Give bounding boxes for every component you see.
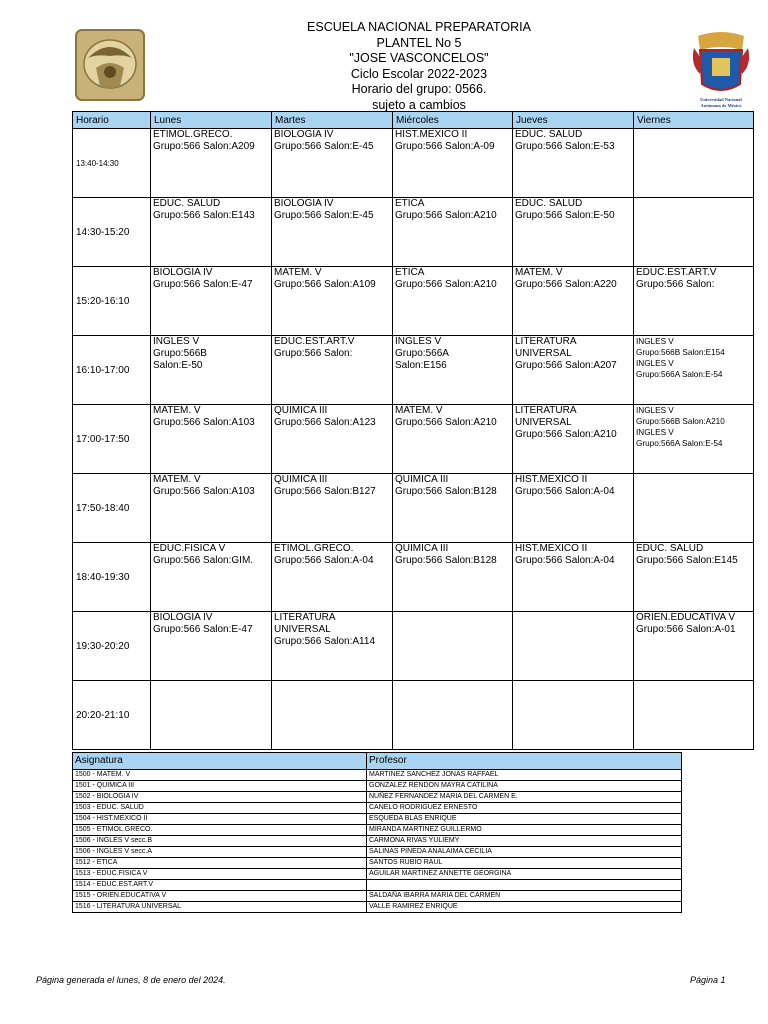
group-room-info: Grupo:566 Salon:A207 [515,360,617,371]
time-slot: 17:50-18:40 [73,474,151,543]
class-cell [513,129,634,198]
legend-subject: 1516 - LITERATURA UNIVERSAL [73,902,367,913]
school-year: Ciclo Escolar 2022-2023 [350,66,488,81]
schedule-row [73,336,754,405]
time-slot: 13:40-14:30 [73,129,151,198]
group-room-info: Grupo:566 Salon: [636,279,715,290]
generated-date: Página generada el lunes, 8 de enero del 2024. [36,975,226,985]
subject-name: HIST.MEXICO II [395,129,468,140]
subject-name: BIOLOGIA IV [153,267,213,278]
class-cell [151,336,272,405]
legend-subject: 1505 - ETIMOL.GRECO. [73,825,367,836]
class-cell [634,198,754,267]
legend-teacher: SANTOS RUBIO RAUL [367,858,682,869]
legend-row [73,836,682,847]
class-cell [151,612,272,681]
group-room-info: UNIVERSAL [515,417,572,428]
subject-name: EDUC.FISICA V [153,543,226,554]
legend-row [73,792,682,803]
class-cell [151,198,272,267]
class-cell [151,267,272,336]
subject-name: MATEM. V [515,267,563,278]
school-name: ESCUELA NACIONAL PREPARATORIA [307,20,531,34]
subject-name: INGLES V [153,336,200,347]
group-room-info: Grupo:566 Salon:E143 [153,210,255,221]
legend-row [73,880,682,891]
subject-name: MATEM. V [153,405,201,416]
legend-row [73,891,682,902]
class-cell [272,543,393,612]
group-room-info: Grupo:566 Salon:A103 [153,417,255,428]
class-cell [634,405,754,474]
group-room-info: Grupo:566 Salon:B127 [274,486,376,497]
legend-teacher: GONZALEZ RENDON MAYRA CATILINA [367,781,682,792]
subject-name: MATEM. V [153,474,201,485]
group-room-info: Grupo:566 Salon:E-47 [153,279,253,290]
group-room-info: Grupo:566 Salon:B128 [395,555,497,566]
subject-name: EDUC. SALUD [636,543,704,554]
class-cell [393,612,513,681]
subject-name: BIOLOGIA IV [153,612,213,623]
subject-name: QUIMICA III [395,543,449,554]
legend-teacher: SALINAS PINEDA ANALAIMA CECILIA [367,847,682,858]
group-room-info: Grupo:566B [153,348,207,359]
class-cell [513,267,634,336]
time-slot: 17:00-17:50 [73,405,151,474]
legend-row [73,902,682,913]
class-cell [513,543,634,612]
group-room-info: Grupo:566B Salon:A210 [636,417,725,426]
legend-teacher [367,880,682,891]
subject-name: EDUC. SALUD [515,198,583,209]
group-room-info: Grupo:566 Salon:B128 [395,486,497,497]
class-cell [634,612,754,681]
class-cell [513,336,634,405]
subject-name: INGLES V [395,336,442,347]
schedule-row [73,681,754,750]
legend-teacher: NUÑEZ FERNANDEZ MARIA DEL CARMEN E. [367,792,682,803]
legend-teacher: SALDAÑA IBARRA MARIA DEL CARMEN [367,891,682,902]
legend-row [73,781,682,792]
col-header-martes: Martes [272,112,393,129]
class-cell [272,681,393,750]
crest-caption-2: Autónoma de México [700,103,742,108]
legend-row [73,847,682,858]
class-cell [634,543,754,612]
schedule-row [73,267,754,336]
class-cell [272,129,393,198]
group-room-info: Grupo:566 Salon:A-04 [515,555,615,566]
class-cell [272,336,393,405]
subject-name: LITERATURA [515,336,577,347]
col-header-horario: Horario [73,112,151,129]
class-cell [272,474,393,543]
schedule-row [73,543,754,612]
group-room-info: Grupo:566 Salon:A209 [153,141,255,152]
subject-name: INGLES V [636,406,674,415]
class-cell [634,474,754,543]
legend-subject: 1501 - QUIMICA III [73,781,367,792]
class-cell [151,543,272,612]
schedule-row [73,612,754,681]
class-cell [393,198,513,267]
group-room-info: Grupo:566 Salon:E-50 [515,210,615,221]
legend-header-subject: Asignatura [73,753,367,770]
legend-subject: 1500 - MATEM. V [73,770,367,781]
subject-name: HIST.MEXICO II [515,474,588,485]
crest-caption-1: Universidad Nacional [700,97,742,102]
group-room-info: Grupo:566A Salon:E-54 [636,439,723,448]
subject-name: LITERATURA [274,612,336,623]
time-slot: 15:20-16:10 [73,267,151,336]
subject-teacher-legend [72,752,682,913]
subject-name: MATEM. V [395,405,443,416]
subject-name: INGLES V [636,337,674,346]
group-room-info: Grupo:566 Salon:A220 [515,279,617,290]
schedule-header-row [73,112,754,129]
subject-name: ETIMOL.GRECO. [153,129,233,140]
subject-name: INGLES V [636,428,674,437]
group-room-info: Grupo:566 Salon:A103 [153,486,255,497]
subject-name: QUIMICA III [395,474,449,485]
subject-name: ETIMOL.GRECO. [274,543,354,554]
schedule-row [73,405,754,474]
class-cell [272,267,393,336]
subject-name: EDUC.EST.ART.V [274,336,355,347]
legend-subject: 1513 - EDUC.FISICA V [73,869,367,880]
class-cell [393,543,513,612]
class-cell [393,681,513,750]
group-room-info: Grupo:566 Salon:E-45 [274,210,374,221]
legend-teacher: ESQUEDA BLAS ENRIQUE [367,814,682,825]
schedule-row [73,129,754,198]
subject-name: BIOLOGIA IV [274,129,334,140]
legend-teacher: VALLE RAMIREZ ENRIQUE [367,902,682,913]
class-cell [513,405,634,474]
subject-name: INGLES V [636,359,674,368]
col-header-lunes: Lunes [151,112,272,129]
document-header [160,20,678,113]
legend-subject: 1514 - EDUC.EST.ART.V [73,880,367,891]
legend-header-teacher: Profesor [367,753,682,770]
legend-teacher: AGUILAR MARTINEZ ANNETTE GEORGINA [367,869,682,880]
legend-subject: 1512 - ETICA [73,858,367,869]
class-cell [393,405,513,474]
class-cell [393,267,513,336]
group-room-info: Grupo:566 Salon:A-04 [515,486,615,497]
group-room-info: Grupo:566 Salon:GIM. [153,555,254,566]
col-header-miercoles: Miércoles [393,112,513,129]
group-room-info: Grupo:566 Salon:A109 [274,279,376,290]
group-room-info: Grupo:566B Salon:E154 [636,348,725,357]
group-room-info: Grupo:566 Salon:A-09 [395,141,495,152]
unam-seal-logo [74,28,146,102]
schedule-row [73,474,754,543]
group-room-info: Grupo:566 Salon:E-45 [274,141,374,152]
class-cell [634,681,754,750]
group-room-info: Salon:E156 [395,360,447,371]
group-room-info: UNIVERSAL [274,624,331,635]
legend-row [73,825,682,836]
group-room-info: Grupo:566 Salon:A123 [274,417,376,428]
group-room-info: Grupo:566 Salon:A210 [395,279,497,290]
legend-teacher: CARMONA RIVAS YULIEMY [367,836,682,847]
subject-name: QUIMICA III [274,405,328,416]
group-room-info: Grupo:566 Salon: [274,348,353,359]
time-slot: 14:30-15:20 [73,198,151,267]
time-slot: 19:30-20:20 [73,612,151,681]
legend-subject: 1506 - INGLES V secc.A [73,847,367,858]
legend-teacher: MARTINEZ SANCHEZ JONAS RAFFAEL [367,770,682,781]
class-cell [151,681,272,750]
time-slot: 18:40-19:30 [73,543,151,612]
group-room-info: Grupo:566 Salon:A210 [515,429,617,440]
group-room-info: Grupo:566 Salon:E-53 [515,141,615,152]
unam-crest-logo [690,30,752,112]
subject-name: EDUC. SALUD [515,129,583,140]
time-slot: 20:20-21:10 [73,681,151,750]
class-cell [272,612,393,681]
subject-name: ORIEN.EDUCATIVA V [636,612,736,623]
legend-row [73,814,682,825]
class-cell [513,681,634,750]
group-room-info: Grupo:566 Salon:A210 [395,417,497,428]
subject-name: ETICA [395,198,425,209]
legend-subject: 1504 - HIST.MEXICO II [73,814,367,825]
class-cell [272,405,393,474]
legend-teacher: MIRANDA MARTINEZ GUILLERMO [367,825,682,836]
subject-name: HIST.MEXICO II [515,543,588,554]
class-cell [151,474,272,543]
legend-subject: 1503 - EDUC. SALUD [73,803,367,814]
legend-subject: 1502 - BIOLOGIA IV [73,792,367,803]
group-room-info: Grupo:566 Salon:A-04 [274,555,374,566]
group-room-info: Grupo:566 Salon:E145 [636,555,738,566]
col-header-viernes: Viernes [634,112,754,129]
group-room-info: Grupo:566A Salon:E-54 [636,370,723,379]
class-cell [393,129,513,198]
group-room-info: Grupo:566 Salon:A210 [395,210,497,221]
subject-name: EDUC. SALUD [153,198,221,209]
subject-name: BIOLOGIA IV [274,198,334,209]
class-cell [513,612,634,681]
legend-row [73,803,682,814]
group-label: Horario del grupo: 0566. [351,82,487,96]
legend-subject: 1506 - INGLES V secc.B [73,836,367,847]
group-room-info: Salon:E-50 [153,360,203,371]
page-number: Página 1 [690,975,726,985]
subject-name: LITERATURA [515,405,577,416]
col-header-jueves: Jueves [513,112,634,129]
class-cell [151,405,272,474]
class-cell [634,267,754,336]
group-room-info: Grupo:566 Salon:A-01 [636,624,736,635]
subject-name: MATEM. V [274,267,322,278]
group-room-info: UNIVERSAL [515,348,572,359]
class-cell [513,474,634,543]
schedule-table [72,111,754,750]
time-slot: 16:10-17:00 [73,336,151,405]
class-cell [393,336,513,405]
schedule-row [73,198,754,267]
legend-subject: 1515 - ORIEN.EDUCATIVA V [73,891,367,902]
subject-name: EDUC.EST.ART.V [636,267,717,278]
class-cell [513,198,634,267]
group-room-info: Grupo:566A [395,348,449,359]
group-room-info: Grupo:566 Salon:A114 [274,636,376,647]
class-cell [393,474,513,543]
legend-row [73,858,682,869]
group-room-info: Grupo:566 Salon:E-47 [153,624,253,635]
campus-alias: "JOSE VASCONCELOS" [349,51,489,65]
class-cell [151,129,272,198]
class-cell [634,129,754,198]
legend-header-row [73,753,682,770]
subject-name: ETICA [395,267,425,278]
legend-teacher: CANELO RODRIGUEZ ERNESTO [367,803,682,814]
campus-name: PLANTEL No 5 [376,35,462,50]
class-cell [634,336,754,405]
class-cell [272,198,393,267]
legend-row [73,770,682,781]
subject-name: QUIMICA III [274,474,328,485]
legend-row [73,869,682,880]
subject-to-change-note: sujeto a cambios [372,97,466,112]
